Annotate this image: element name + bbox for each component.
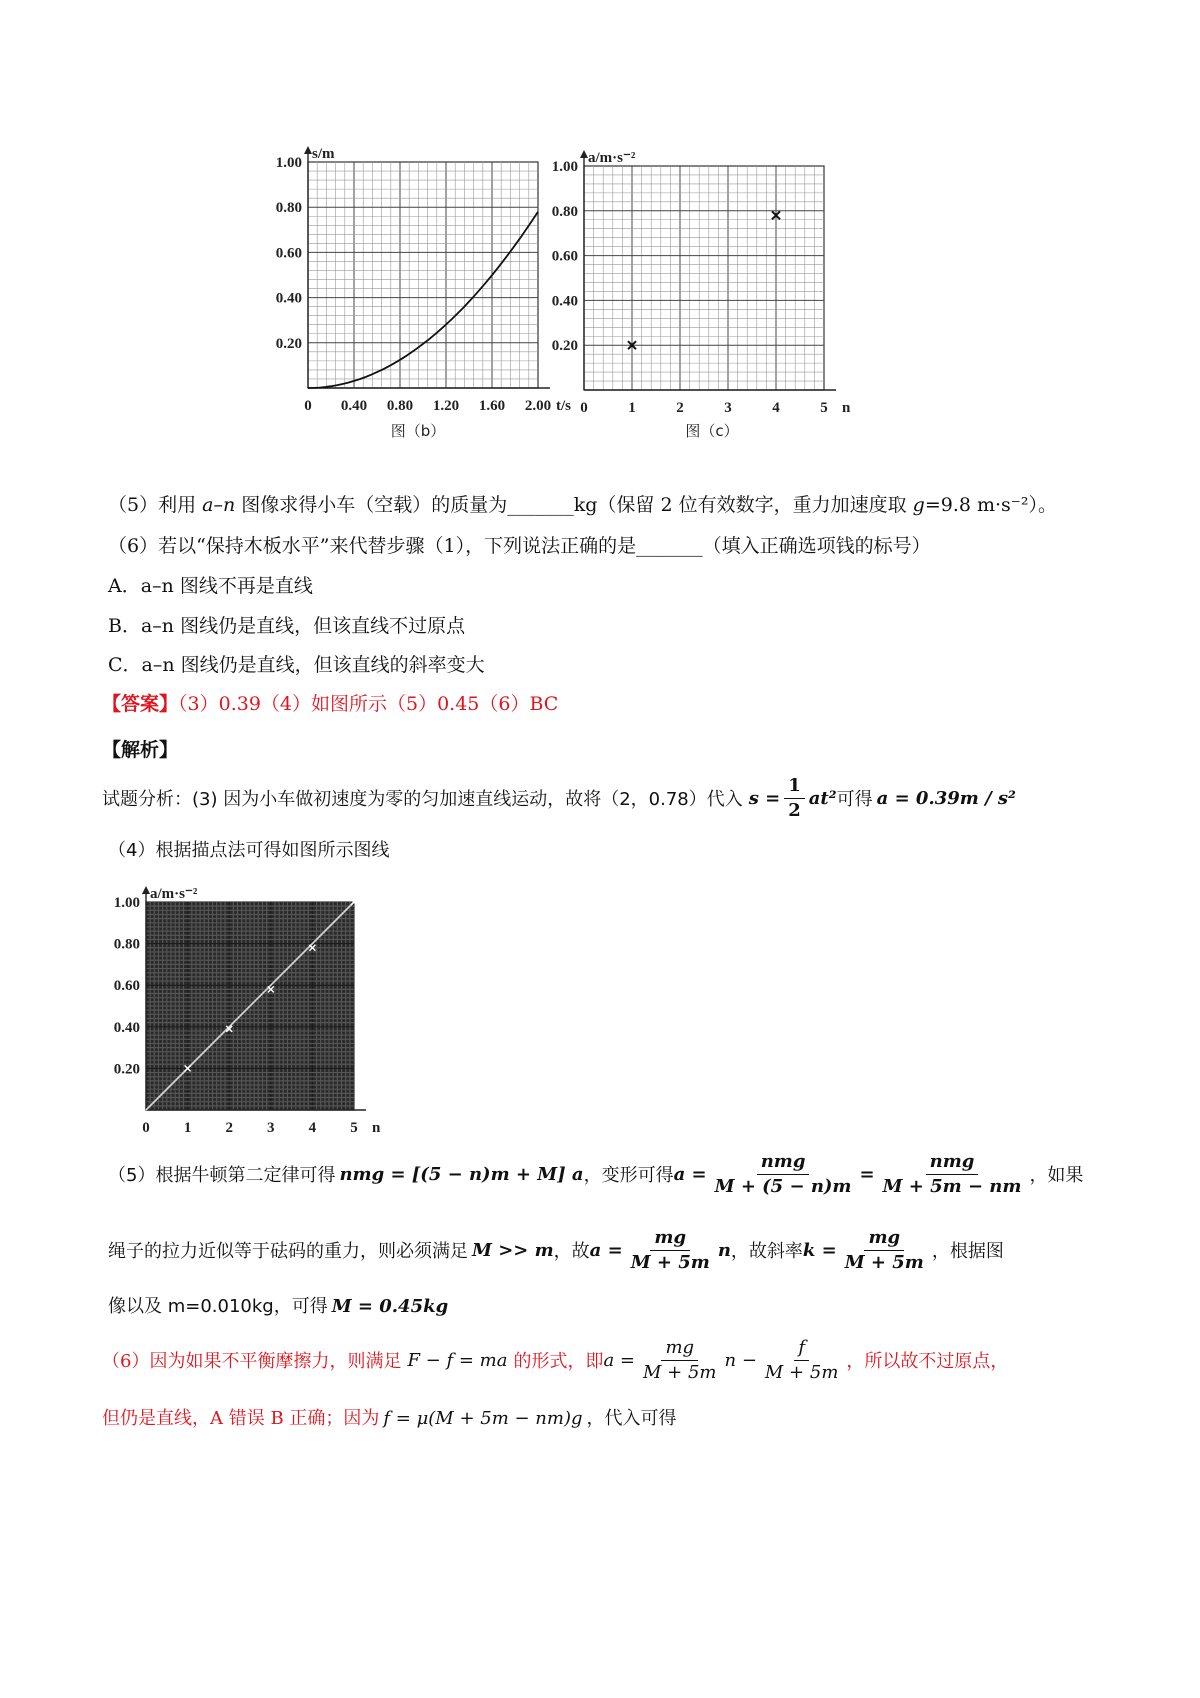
option-a: A．a–n 图线不再是直线 (108, 575, 313, 597)
option-b: B．a–n 图线仍是直线，但该直线不过原点 (108, 615, 466, 637)
analysis-line1-mid: 可得 (836, 789, 873, 811)
x-tick-label: 5 (350, 1120, 358, 1136)
y-tick-label: 0.60 (275, 245, 302, 262)
p6b-prefix: 但仍是直线，A 错误 B 正确；因为 (102, 1408, 380, 1429)
chart-title: 图（c） (685, 422, 739, 440)
fraction-num: mg (661, 1338, 698, 1361)
chart-title: 图（b） (390, 422, 446, 440)
analysis-line-1 (102, 776, 1016, 821)
p6-n: n − (724, 1349, 757, 1371)
p5b-mid2: ，故斜率 (730, 1241, 803, 1263)
plot-area (308, 162, 538, 388)
p6-mid: 的形式，即 (513, 1351, 604, 1373)
y-axis-arrow (580, 150, 588, 158)
y-tick-label: 0.60 (551, 248, 578, 265)
y-tick-label: 0.20 (113, 1061, 140, 1078)
p5c-prefix: 像以及 m=0.010kg，可得 (108, 1296, 328, 1317)
fraction-num: 1 (784, 776, 805, 799)
p5-mid: ，变形可得 (583, 1165, 674, 1187)
y-axis-label: s/m (312, 146, 335, 162)
fraction-p6-2 (761, 1338, 842, 1383)
y-tick-label: 0.40 (275, 290, 302, 307)
q5-g: g (912, 494, 925, 516)
x-tick-label: 2.00 (524, 398, 552, 414)
fraction-num: f (794, 1338, 809, 1361)
fraction-den: M + 5m (643, 1361, 717, 1383)
analysis-part5-line3 (108, 1292, 448, 1318)
answer-text: （3）0.39（4）如图所示（5）0.45（6）BC (178, 693, 559, 715)
fraction-den: 2 (788, 799, 801, 821)
option-c: C．a–n 图线仍是直线，但该直线的斜率变大 (108, 654, 485, 676)
formula-mu: f = μ(M + 5m − nm)g (383, 1408, 583, 1429)
fraction-num: nmg (926, 1152, 979, 1175)
q5-tail: =9.8 m·s⁻²）。 (924, 494, 1057, 516)
x-tick-label: 4 (308, 1120, 317, 1136)
chart-c (540, 140, 850, 450)
analysis-label: 【解析】 (102, 739, 179, 761)
fraction-p5b-1 (627, 1228, 714, 1273)
analysis-part6-line1 (102, 1338, 1008, 1383)
p5b-n: n (717, 1239, 731, 1261)
fraction-den: M + 5m (764, 1361, 839, 1383)
p5-a: a = (673, 1163, 707, 1185)
x-axis-label: n (842, 400, 851, 416)
p6-prefix: （6）因为如果不平衡摩擦力，则满足 (102, 1351, 402, 1373)
formula-newton: nmg = [(5 − n)m + M] a (339, 1163, 584, 1185)
fraction-p6-1 (639, 1338, 720, 1383)
y-tick-label: 0.40 (551, 293, 578, 310)
y-axis-arrow (142, 886, 150, 894)
answer-line (102, 689, 558, 716)
p6b-tail: ，代入可得 (586, 1408, 677, 1429)
p5b-prefix: 绳子的拉力近似等于砝码的重力，则必须满足 (108, 1241, 468, 1263)
x-tick-label: 3 (724, 400, 732, 416)
x-tick-label: 0 (142, 1120, 150, 1136)
p5-eq: = (859, 1163, 875, 1185)
y-tick-label: 0.80 (113, 936, 140, 953)
analysis-line-2: （4）根据描点法可得如图所示图线 (108, 840, 390, 861)
p5b-tail: ，根据图 (931, 1241, 1004, 1263)
x-tick-label: 2 (676, 400, 684, 416)
q5-mid: 图像求得小车（空载）的质量为_______kg（保留 2 位有效数字，重力加速度取 (235, 494, 913, 516)
answer-label: 【答案】 (102, 693, 179, 715)
x-tick-label: 1.60 (478, 398, 506, 414)
y-tick-label: 1.00 (551, 159, 578, 175)
fraction-den: M + 5m − nm (882, 1175, 1022, 1197)
y-tick-label: 0.20 (275, 335, 302, 352)
fraction-p5b-2 (841, 1228, 928, 1273)
p6-tail: ，所以故不过原点， (846, 1351, 1009, 1373)
fraction-den: M + 5m (630, 1251, 710, 1273)
analysis-part6-line2 (102, 1404, 677, 1430)
fraction-half (784, 776, 805, 821)
x-tick-label: 1 (183, 1120, 192, 1136)
y-axis-label: a/m·s⁻² (588, 150, 636, 166)
x-tick-label: 1 (628, 400, 636, 416)
chart-b (268, 140, 571, 450)
formula-result-a: a = 0.39m / s² (876, 787, 1016, 809)
x-tick-label: 4 (772, 400, 780, 416)
formula-M: M = 0.45kg (331, 1296, 449, 1317)
p5-tail: ，如果 (1029, 1165, 1084, 1187)
x-tick-label: 3 (267, 1120, 275, 1136)
p5-prefix: （5）根据牛顿第二定律可得 (108, 1165, 336, 1187)
x-tick-label: 5 (820, 400, 828, 416)
x-tick-label: 2 (225, 1120, 233, 1136)
x-tick-label: 1.20 (432, 398, 460, 414)
question-5 (108, 490, 1057, 517)
formula-at: at² (808, 787, 837, 809)
formula-friction: F − f = ma (407, 1349, 508, 1371)
y-tick-label: 0.20 (551, 338, 578, 355)
x-tick-label: 0 (304, 398, 312, 414)
x-tick-label: 0.40 (340, 398, 368, 414)
p5b-k: k = (802, 1239, 837, 1261)
formula-s: s = (748, 787, 781, 809)
y-tick-label: 1.00 (275, 155, 302, 171)
y-tick-label: 1.00 (113, 895, 140, 911)
y-tick-label: 0.60 (113, 978, 140, 995)
x-axis-label: t/s (556, 398, 571, 414)
q5-var: a–n (202, 494, 236, 516)
plot-area (584, 166, 824, 390)
y-axis-arrow (304, 146, 312, 154)
fraction-den: M + 5m (844, 1251, 924, 1273)
fraction-p5-1 (711, 1152, 856, 1197)
p5b-a: a = (589, 1239, 623, 1261)
y-tick-label: 0.40 (113, 1019, 140, 1036)
p5b-mid: ，故 (553, 1241, 590, 1263)
x-axis-label: n (372, 1120, 381, 1136)
fraction-num: mg (650, 1228, 690, 1251)
fraction-num: nmg (757, 1152, 810, 1175)
fraction-p5-2 (879, 1152, 1026, 1197)
y-tick-label: 0.80 (275, 200, 302, 217)
question-6: （6）若以“保持木板水平”来代替步骤（1），下列说法正确的是_______（填入正确选项钱的标号） (108, 535, 931, 557)
q5-prefix: （5）利用 (108, 494, 203, 516)
fraction-den: M + (5 − n)m (714, 1175, 852, 1197)
y-tick-label: 0.80 (551, 203, 578, 220)
fraction-num: mg (864, 1228, 904, 1251)
x-tick-label: 0 (580, 400, 588, 416)
analysis-part5-line2 (108, 1228, 1004, 1273)
formula-cond: M >> m (472, 1239, 554, 1261)
x-tick-label: 0.80 (386, 398, 414, 414)
analysis-line1-prefix: 试题分析：(3) 因为小车做初速度为零的匀加速直线运动，故将（2，0.78）代入 (102, 789, 743, 811)
p6-a: a = (603, 1349, 636, 1371)
analysis-part5-line1 (108, 1152, 1083, 1197)
y-axis-label: a/m·s⁻² (150, 886, 198, 902)
chart-d (102, 872, 392, 1134)
